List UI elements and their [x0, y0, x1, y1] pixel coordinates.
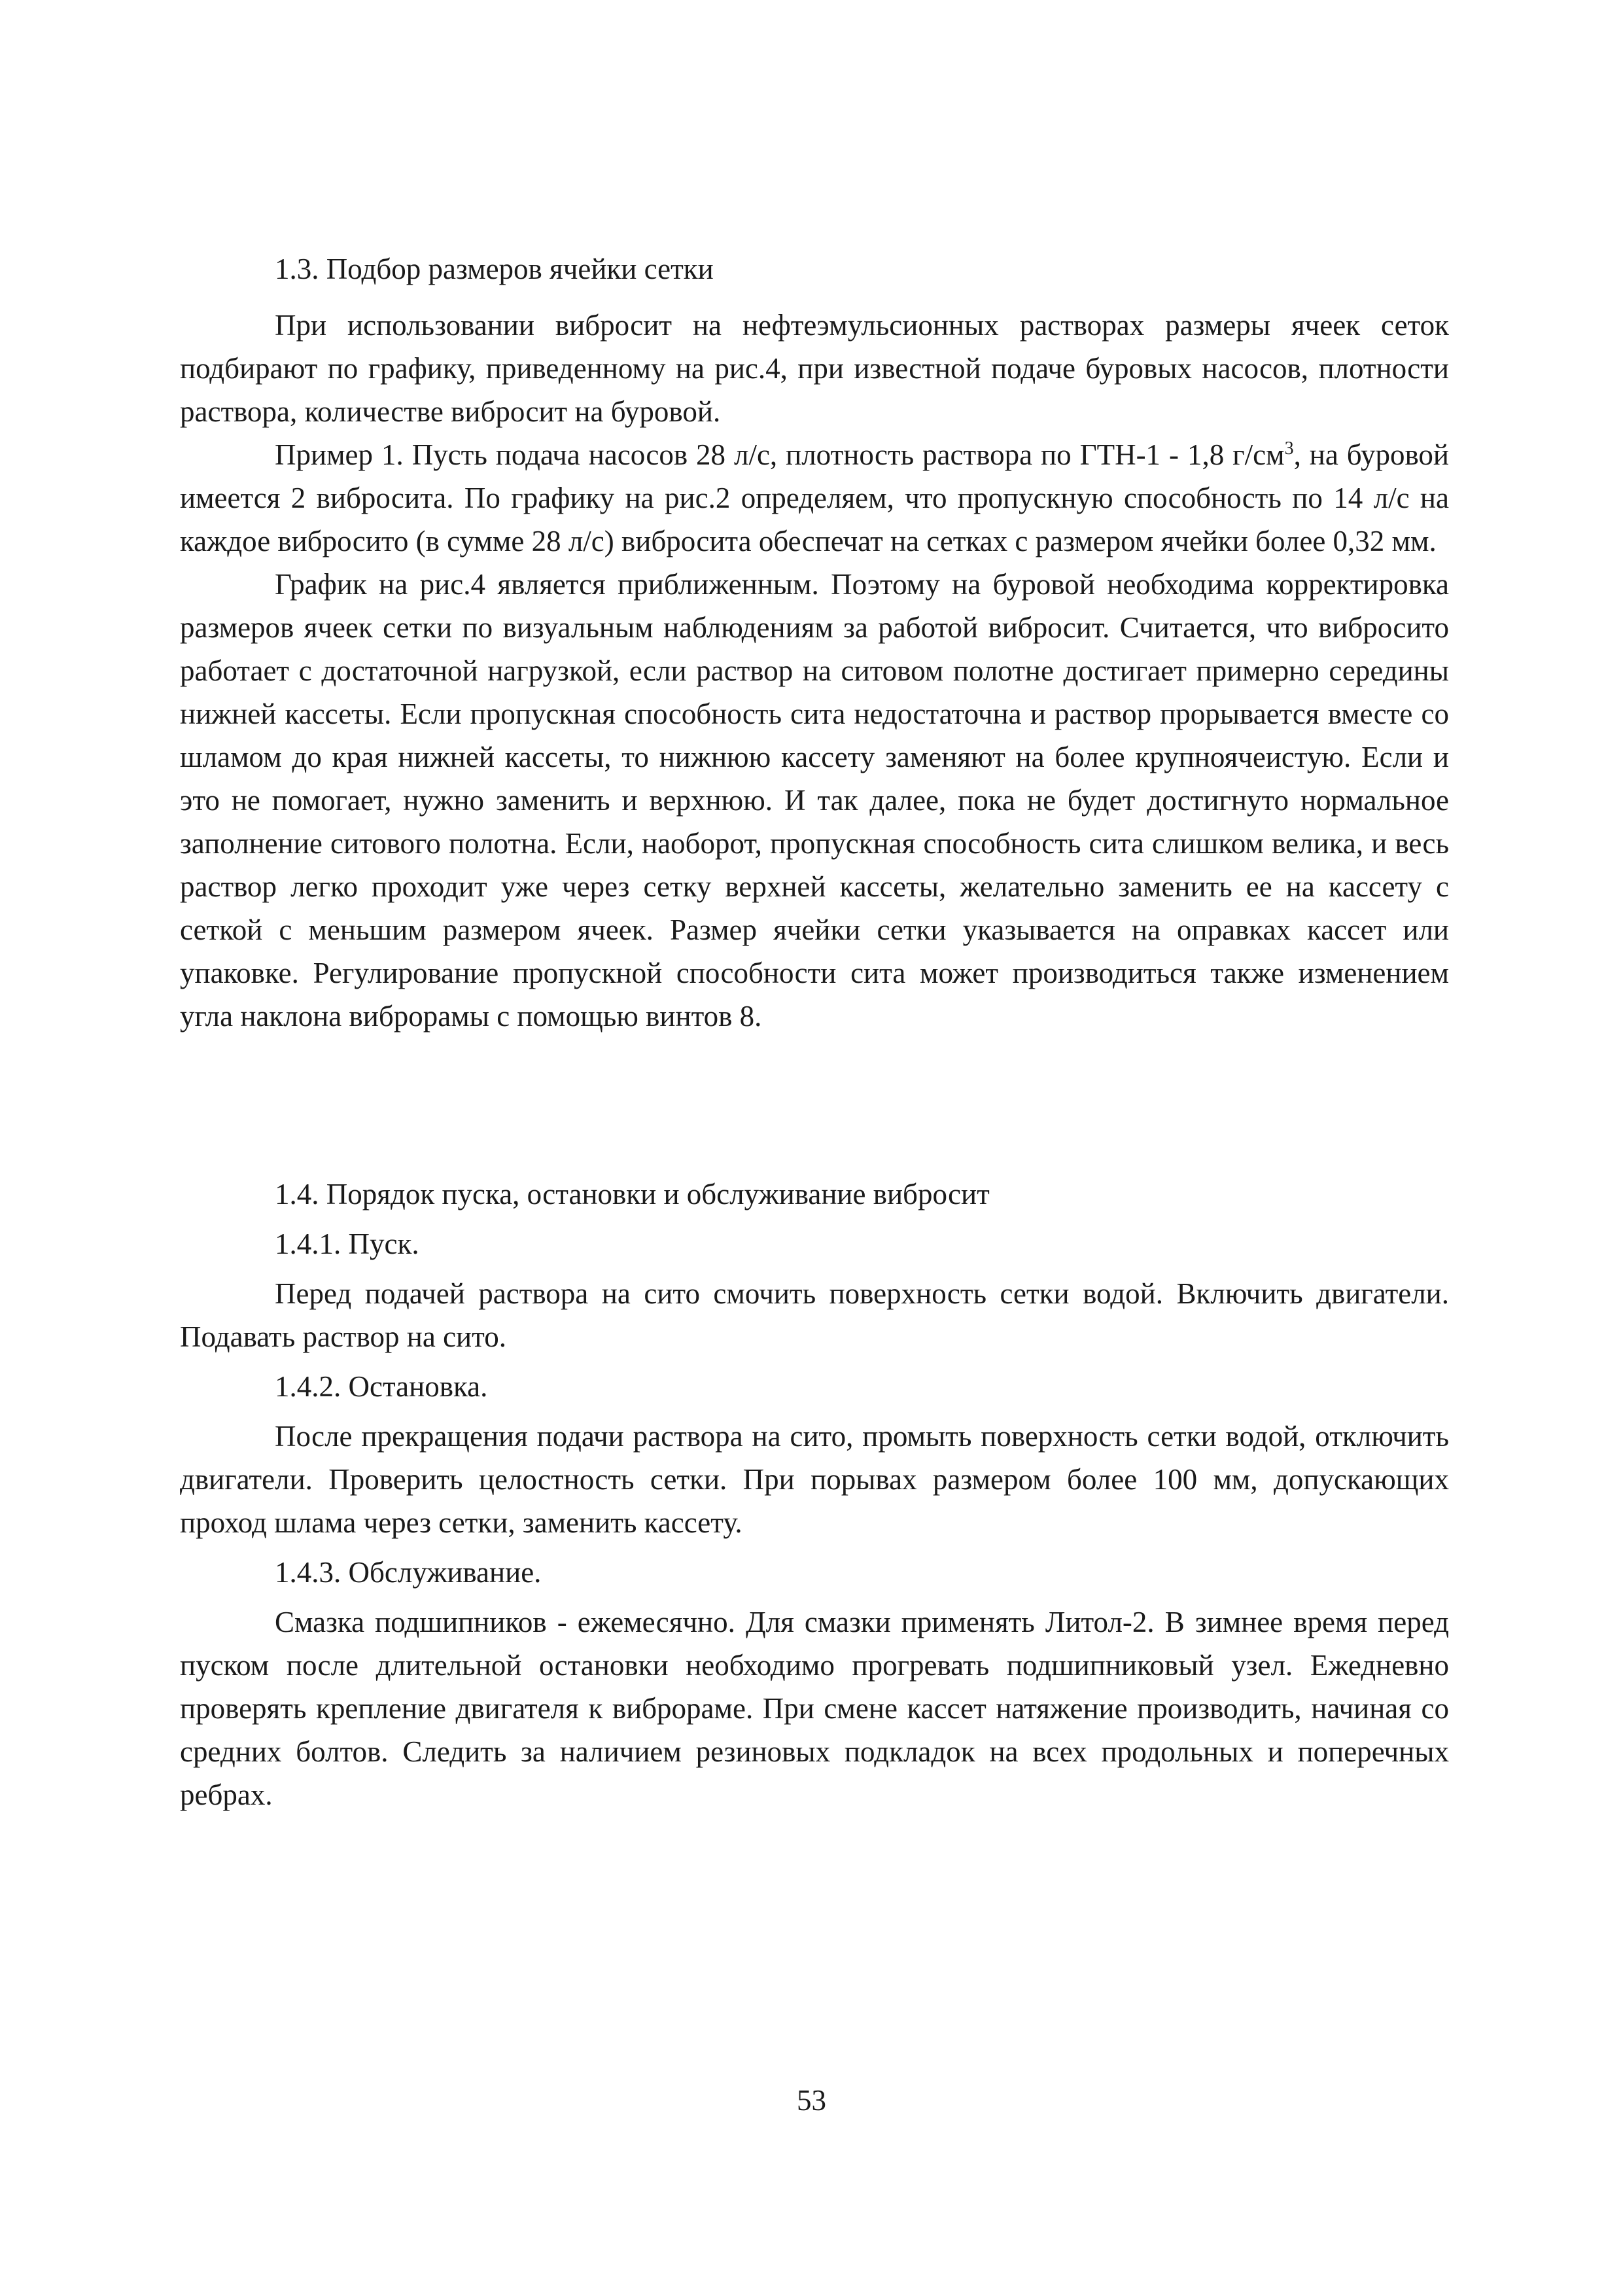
- paragraph: Смазка подшипников - ежемесячно. Для смазки применять Литол-2. В зимнее время перед пуском после длительной остановки необходимо прогревать подшипниковый узел. Ежедневно проверять крепление двигателя к виброраме. При смене кассет натяжение производить, начиная со средних болтов. Следить за наличием резиновых подкладок на всех продольных и поперечных ребрах.: [180, 1606, 1449, 1811]
- section-heading: 1.4. Порядок пуска, остановки и обслуживание вибросит: [275, 1178, 990, 1210]
- paragraph: При использовании вибросит на нефтеэмульсионных растворах размеры ячеек сеток подбирают по графику, приведенному на рис.4, при известной подаче буровых насосов, плотности раствора, количестве вибросит на буровой.: [180, 309, 1449, 428]
- section-heading: 1.3. Подбор размеров ячейки сетки: [275, 253, 714, 285]
- paragraph-text: Пример 1. Пусть подача насосов 28 л/с, плотность раствора по ГТН-1 - 1,8 г/см: [275, 438, 1285, 471]
- section-1-4: [180, 1173, 1449, 1816]
- superscript: 3: [1284, 438, 1294, 459]
- subsection-heading: 1.4.2. Остановка.: [275, 1370, 488, 1403]
- page-number: 53: [797, 2084, 826, 2117]
- paragraph: Перед подачей раствора на сито смочить поверхность сетки водой. Включить двигатели. Подавать раствор на сито.: [180, 1277, 1449, 1353]
- paragraph-text: , на буровой имеется 2 вибросита. По графику на рис.2 определяем, что пропускную способность по 14 л/с на каждое вибросито (в сумме 28 л/с) вибросита обеспечат на сетках с размером ячейки более 0,32 мм.: [180, 438, 1449, 557]
- paragraph: [180, 433, 1449, 563]
- subsection-heading: 1.4.3. Обслуживание.: [275, 1556, 542, 1589]
- subsection-heading: 1.4.1. Пуск.: [275, 1227, 419, 1260]
- paragraph: График на рис.4 является приближенным. Поэтому на буровой необходима корректировка размеров ячеек сетки по визуальным наблюдениям за работой вибросит. Считается, что вибросито работает с достаточной нагрузкой, если раствор на ситовом полотне достигает примерно середины нижней кассеты. Если пропускная способность сита недостаточна и раствор прорывается вместе со шламом до края нижней кассеты, то нижнюю кассету заменяют на более крупноячеистую. Если и это не помогает, нужно заменить и верхнюю. И так далее, пока не будет достигнуто нормальное заполнение ситового полотна. Если, наоборот, пропускная способность сита слишком велика, и весь раствор легко проходит уже через сетку верхней кассеты, желательно заменить ее на кассету с сеткой с меньшим размером ячеек. Размер ячейки сетки указывается на оправках кассет или упаковке. Регулирование пропускной способности сита может производиться также изменением угла наклона виброрамы с помощью винтов 8.: [180, 568, 1449, 1033]
- section-1-3: [180, 247, 1449, 1038]
- paragraph: После прекращения подачи раствора на сито, промыть поверхность сетки водой, отключить двигатели. Проверить целостность сетки. При порывах размером более 100 мм, допускающих проход шлама через сетки, заменить кассету.: [180, 1420, 1449, 1539]
